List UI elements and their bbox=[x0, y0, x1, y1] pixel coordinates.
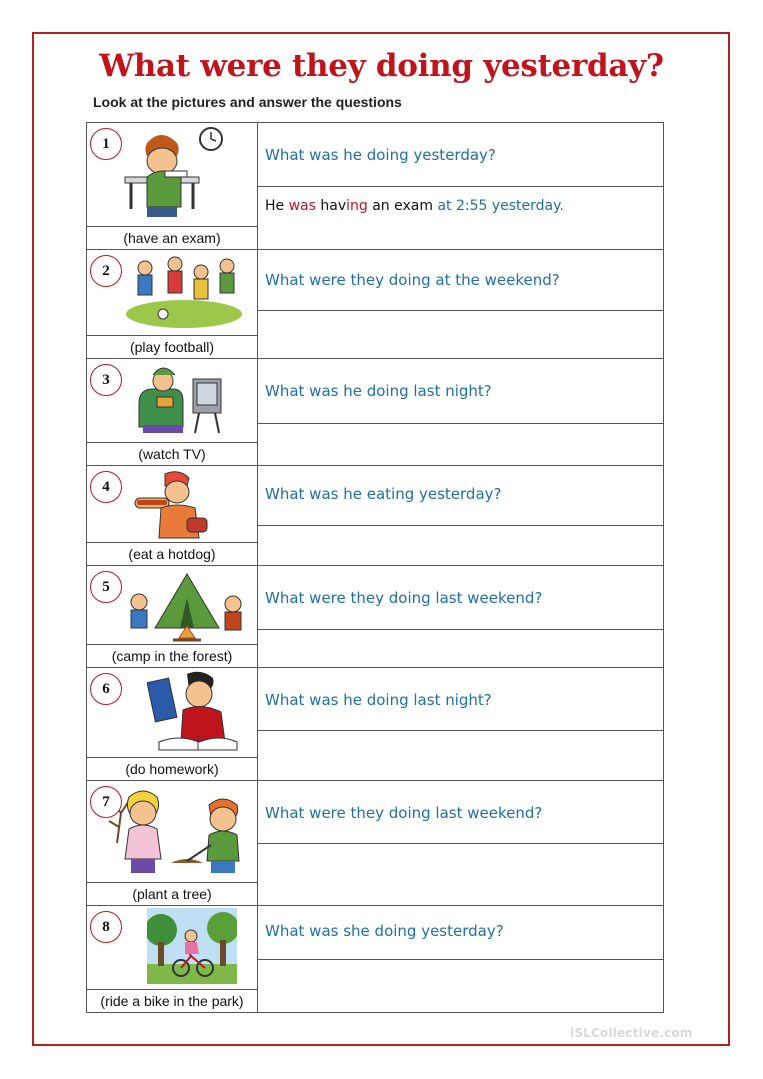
answer-part: He bbox=[265, 198, 289, 214]
picture-cell bbox=[87, 466, 258, 565]
exercise-table bbox=[86, 122, 664, 1013]
question-text: What was he eating yesterday? bbox=[258, 466, 663, 526]
answer-field[interactable] bbox=[258, 187, 663, 250]
item-number: 4 bbox=[90, 471, 122, 503]
picture-cell bbox=[87, 781, 258, 905]
picture-caption: (have an exam) bbox=[87, 226, 257, 249]
picture-caption: (watch TV) bbox=[87, 442, 257, 465]
answer-part-time: at 2:55 yesterday. bbox=[437, 198, 564, 214]
exercise-row-1 bbox=[87, 123, 663, 250]
question-text: What was he doing yesterday? bbox=[258, 123, 663, 187]
answer-field[interactable] bbox=[258, 311, 663, 359]
exercise-row-5 bbox=[87, 566, 663, 668]
answer-field[interactable] bbox=[258, 960, 663, 1012]
item-number: 7 bbox=[90, 786, 122, 818]
picture-caption: (do homework) bbox=[87, 757, 257, 780]
exercise-row-2 bbox=[87, 250, 663, 359]
picture-caption: (play football) bbox=[87, 335, 257, 358]
man-eating-hotdog-icon bbox=[131, 468, 211, 542]
picture-cell bbox=[87, 668, 258, 780]
picture-caption: (camp in the forest) bbox=[87, 644, 257, 667]
exercise-row-4 bbox=[87, 466, 663, 566]
exercise-row-8 bbox=[87, 906, 663, 1012]
boy-at-desk-exam-with-clock-icon bbox=[117, 125, 237, 225]
answer-part-highlight: was bbox=[288, 198, 316, 214]
boy-doing-homework-icon bbox=[147, 670, 241, 754]
instruction-text: Look at the pictures and answer the questions bbox=[93, 94, 402, 110]
picture-cell bbox=[87, 250, 258, 358]
exercise-row-7 bbox=[87, 781, 663, 906]
item-number: 8 bbox=[90, 911, 122, 943]
question-text: What was she doing yesterday? bbox=[258, 906, 663, 960]
question-text: What were they doing last weekend? bbox=[258, 781, 663, 844]
item-number: 3 bbox=[90, 364, 122, 396]
exercise-row-3 bbox=[87, 359, 663, 466]
worksheet-title: What were they doing yesterday? bbox=[99, 48, 664, 84]
question-text: What were they doing at the weekend? bbox=[258, 250, 663, 311]
picture-caption: (ride a bike in the park) bbox=[87, 989, 257, 1012]
question-text: What was he doing last night? bbox=[258, 668, 663, 731]
answer-part: hav bbox=[315, 198, 347, 214]
girl-riding-bike-park-icon bbox=[147, 908, 237, 984]
picture-cell bbox=[87, 123, 258, 249]
picture-cell bbox=[87, 566, 258, 667]
answer-field[interactable] bbox=[258, 424, 663, 466]
item-number: 2 bbox=[90, 255, 122, 287]
picture-caption: (eat a hotdog) bbox=[87, 542, 257, 565]
man-watching-tv-icon bbox=[135, 363, 225, 441]
picture-cell bbox=[87, 906, 258, 1012]
item-number: 1 bbox=[90, 128, 122, 160]
answer-field[interactable] bbox=[258, 844, 663, 906]
answer-field[interactable] bbox=[258, 526, 663, 566]
answer-field[interactable] bbox=[258, 630, 663, 668]
kids-camping-tent-icon bbox=[125, 568, 249, 644]
question-text: What were they doing last weekend? bbox=[258, 566, 663, 630]
answer-part-highlight: ing bbox=[346, 198, 368, 214]
question-text: What was he doing last night? bbox=[258, 359, 663, 424]
exercise-row-6 bbox=[87, 668, 663, 781]
item-number: 5 bbox=[90, 571, 122, 603]
kids-playing-football-icon bbox=[123, 252, 245, 332]
watermark: iSLCollective.com bbox=[570, 1026, 693, 1040]
picture-cell bbox=[87, 359, 258, 465]
kids-planting-tree-icon bbox=[101, 783, 257, 881]
answer-field[interactable] bbox=[258, 731, 663, 781]
picture-caption: (plant a tree) bbox=[87, 882, 257, 905]
answer-part: an exam bbox=[367, 198, 438, 214]
item-number: 6 bbox=[90, 673, 122, 705]
